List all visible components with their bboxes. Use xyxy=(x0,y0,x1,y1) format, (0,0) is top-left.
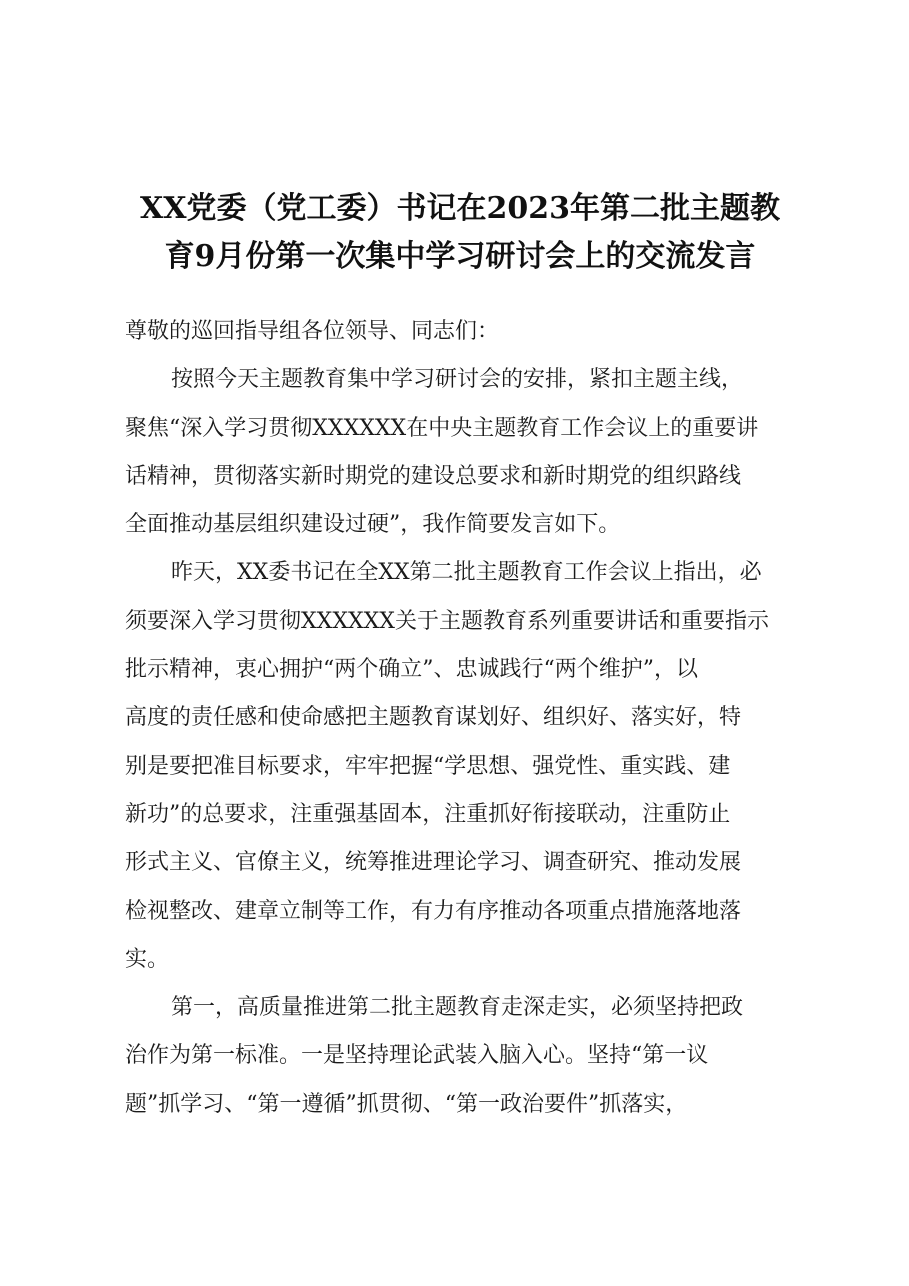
title-line-2: 育9月份第一次集中学习研讨会上的交流发言 xyxy=(164,239,756,274)
paragraph-line: 检视整改、建章立制等工作，有力有序推动各项重点措施落地落 xyxy=(125,898,742,924)
paragraph-line: 批示精神，衷心拥护“两个确立”、忠诚践行“两个维护”，以 xyxy=(125,657,698,683)
document-title xyxy=(110,185,810,281)
paragraph-line: 题”抓学习、“第一遵循”抓贯彻、“第一政治要件”抓落实， xyxy=(125,1091,688,1117)
paragraph-line: 新功”的总要求，注重强基固本，注重抓好衔接联动，注重防止 xyxy=(125,801,731,827)
paragraph-line: 昨天，XX委书记在全XX第二批主题教育工作会议上指出，必 xyxy=(171,560,762,586)
paragraph-line: 按照今天主题教育集中学习研讨会的安排，紧扣主题主线， xyxy=(171,367,744,393)
paragraph-line: 第一，高质量推进第二批主题教育走深走实，必须坚持把政 xyxy=(171,995,744,1021)
paragraph-line: 实。 xyxy=(125,946,170,972)
salutation-line: 尊敬的巡回指导组各位领导、同志们： xyxy=(125,319,500,344)
paragraph-line: 形式主义、官僚主义，统筹推进理论学习、调查研究、推动发展 xyxy=(125,850,742,876)
paragraph-line: 聚焦“深入学习贯彻XXXXXX在中央主题教育工作会议上的重要讲 xyxy=(125,415,759,441)
paragraph-line: 别是要把准目标要求，牢牢把握“学思想、强党性、重实践、建 xyxy=(125,753,731,779)
title-line-1: XX党委（党工委）书记在2023年第二批主题教 xyxy=(139,191,781,226)
paragraph-line: 高度的责任感和使命感把主题教育谋划好、组织好、落实好，特 xyxy=(125,705,742,731)
paragraph-line: 话精神，贯彻落实新时期党的建设总要求和新时期党的组织路线 xyxy=(125,463,742,489)
paragraph-line: 须要深入学习贯彻XXXXXX关于主题教育系列重要讲话和重要指示 xyxy=(125,608,769,634)
document-body xyxy=(125,308,815,1129)
paragraph-line: 治作为第一标准。一是坚持理论武装入脑入心。坚持“第一议 xyxy=(125,1043,709,1069)
paragraph-line: 全面推动基层组织建设过硬”，我作简要发言如下。 xyxy=(125,512,621,538)
